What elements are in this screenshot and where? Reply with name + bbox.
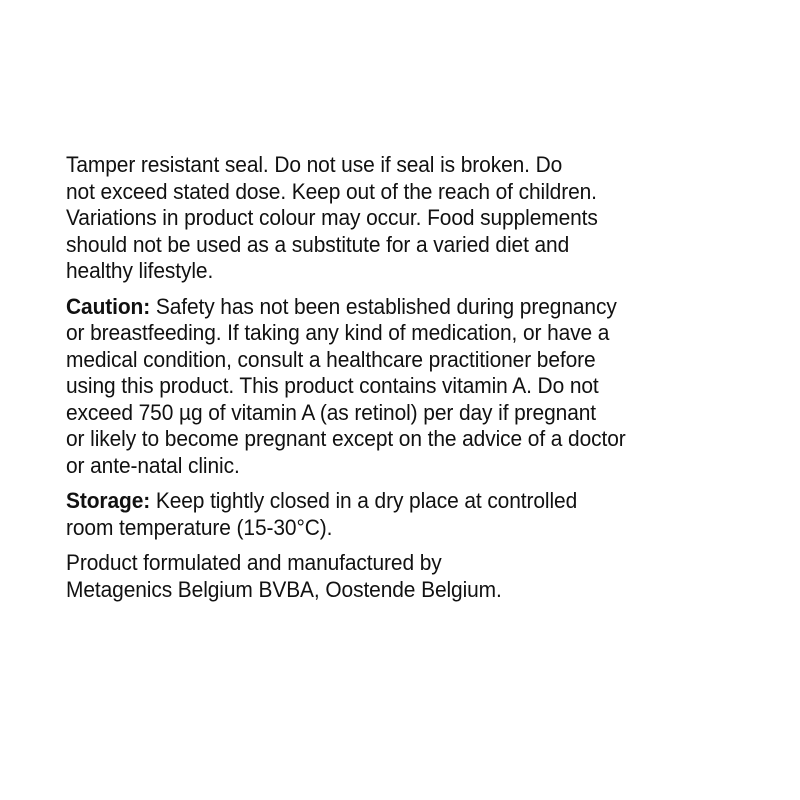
warning-line: healthy lifestyle.	[66, 258, 214, 283]
caution-paragraph	[66, 294, 708, 480]
warning-line: Tamper resistant seal. Do not use if seal is broken. Do	[66, 152, 563, 177]
warning-line: should not be used as a substitute for a varied diet and	[66, 231, 570, 257]
caution-line: Safety has not been established during pregnancy	[150, 293, 617, 319]
storage-heading: Storage:	[66, 488, 151, 513]
caution-line: or likely to become pregnant except on the advice of a doctor	[66, 426, 626, 451]
caution-line: exceed 750 µg of vitamin A (as retinol) per day if pregnant	[66, 399, 597, 425]
warning-line: Variations in product colour may occur. Food supplements	[66, 205, 598, 230]
caution-line: or ante-natal clinic.	[66, 452, 240, 478]
caution-line: using this product. This product contains vitamin A. Do not	[66, 373, 599, 398]
manufacturer-line: Metagenics Belgium BVBA, Oostende Belgium.	[66, 576, 502, 602]
storage-line: room temperature (15-30°C).	[66, 514, 333, 540]
caution-line: or breastfeeding. If taking any kind of medication, or have a	[66, 320, 610, 345]
warning-line: not exceed stated dose. Keep out of the reach of children.	[66, 178, 597, 204]
manufacturer-line: Product formulated and manufactured by	[66, 550, 442, 575]
caution-line: medical condition, consult a healthcare practitioner before	[66, 346, 596, 372]
product-label-text	[66, 152, 708, 612]
manufacturer-paragraph	[66, 550, 708, 603]
warning-paragraph	[66, 152, 708, 285]
storage-line: Keep tightly closed in a dry place at controlled	[150, 488, 578, 513]
caution-heading: Caution:	[66, 293, 151, 319]
storage-paragraph	[66, 488, 708, 541]
